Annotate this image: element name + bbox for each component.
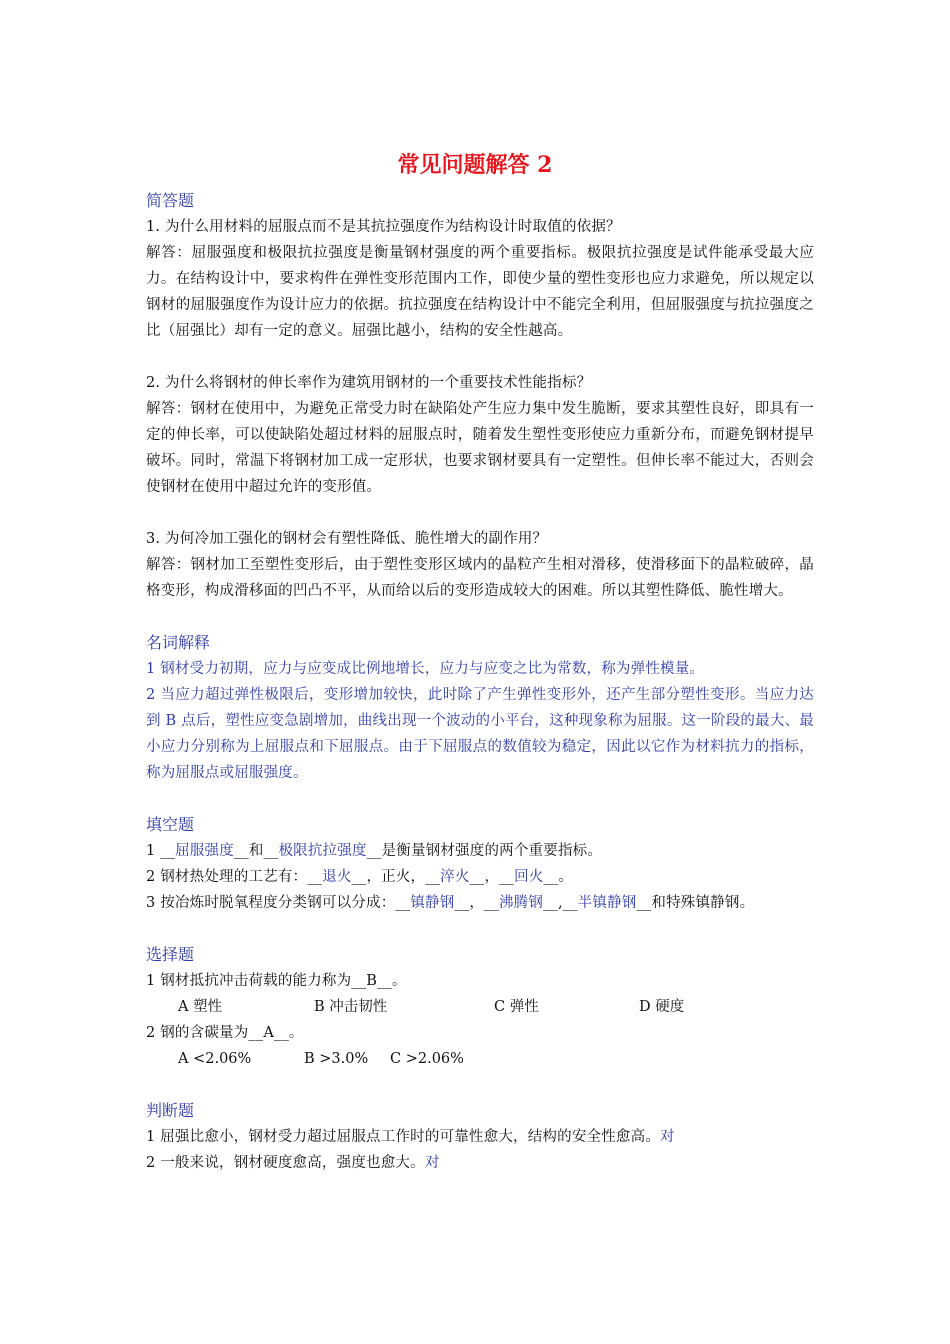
answer-1: 解答：屈服强度和极限抗拉强度是衡量钢材强度的两个重要指标。极限抗拉强度是试件能承受最大应力。在结构设计中，要求构件在弹性变形范围内工作，即使少量的塑性变形也应力求避免，所以规定以钢材的屈服强度作为设计应力的依据。抗拉强度在结构设计中不能完全利用，但屈服强度与抗拉强度之比（屈强比）却有一定的意义。屈强比越小，结构的安全性越高。: [146, 245, 814, 339]
judge-2-answer: 对: [424, 1155, 440, 1171]
fill-3: [146, 890, 814, 916]
judge-1-text: 1 屈强比愈小，钢材受力超过屈服点工作时的可靠性愈大，结构的安全性愈高。: [146, 1129, 661, 1145]
question-3: 3. 为何冷加工强化的钢材会有塑性降低、脆性增大的副作用？: [146, 531, 548, 547]
fill-2-answer-b: 淬火: [440, 869, 470, 885]
page-title: 常见问题解答 2: [397, 152, 553, 178]
fill-2-post: __。: [543, 869, 574, 885]
fill-3-post: __和特殊镇静钢。: [636, 895, 755, 911]
section-heading-fill: 填空题: [146, 815, 195, 834]
fill-3-mid-2: __,__: [543, 895, 578, 911]
choice-1-option-c: C 弹性: [494, 999, 539, 1015]
judge-2: [146, 1150, 814, 1176]
choice-2-option-c: C >2.06%: [390, 1051, 464, 1067]
fill-1: [146, 838, 814, 864]
choice-2: 2 钢的含碳量为__A__。: [146, 1025, 304, 1041]
fill-3-pre: 3 按冶炼时脱氧程度分类钢可以分成：__: [146, 895, 411, 911]
fill-2-answer-a: 退火: [322, 869, 352, 885]
fill-3-answer-c: 半镇静钢: [577, 895, 637, 911]
content: [146, 188, 814, 1176]
question-2: 2. 为什么将钢材的伸长率作为建筑用钢材的一个重要技术性能指标？: [146, 375, 592, 391]
question-1: 1. 为什么用材料的屈服点而不是其抗拉强度作为结构设计时取值的依据？: [146, 219, 621, 235]
fill-1-post: __是衡量钢材强度的两个重要指标。: [366, 843, 603, 859]
choice-2-option-b: B >3.0%: [304, 1051, 369, 1067]
fill-2: [146, 864, 814, 890]
choice-1-option-a: A 塑性: [178, 999, 223, 1015]
section-heading-terms: 名词解释: [146, 633, 211, 652]
judge-2-text: 2 一般来说，钢材硬度愈高，强度也愈大。: [146, 1155, 425, 1171]
fill-3-answer-a: 镇静钢: [410, 895, 455, 911]
fill-3-mid-1: __，__: [454, 895, 499, 911]
choice-2-option-a: A <2.06%: [178, 1051, 252, 1067]
fill-2-answer-c: 回火: [514, 869, 544, 885]
section-heading-judge: 判断题: [146, 1101, 195, 1120]
answer-2: 解答：钢材在使用中，为避免正常受力时在缺陷处产生应力集中发生脆断，要求其塑性良好，即具有一定的伸长率，可以使缺陷处超过材料的屈服点时，随着发生塑性变形使应力重新分布，而避免钢材提早破坏。同时，常温下将钢材加工成一定形状，也要求钢材要具有一定塑性。但伸长率不能过大，否则会使钢材在使用中超过允许的变形值。: [146, 401, 814, 495]
section-heading-choice: 选择题: [146, 945, 195, 964]
fill-1-pre: 1 __: [146, 843, 176, 859]
choice-1: 1 钢材抵抗冲击荷载的能力称为__B__。: [146, 973, 407, 989]
choice-1-option-d: D 硬度: [639, 999, 685, 1015]
fill-1-answer-b: 极限抗拉强度: [278, 843, 367, 859]
judge-1-answer: 对: [660, 1129, 675, 1145]
fill-3-answer-b: 沸腾钢: [498, 895, 544, 911]
answer-3: 解答：钢材加工至塑性变形后，由于塑性变形区域内的晶粒产生相对滑移，使滑移面下的晶粒破碎，晶格变形，构成滑移面的凹凸不平，从而给以后的变形造成较大的困难。所以其塑性降低、脆性增大。: [146, 557, 814, 599]
choice-2-options: [146, 1046, 814, 1072]
fill-1-answer-a: 屈服强度: [175, 843, 234, 859]
fill-2-pre: 2 钢材热处理的工艺有：__: [146, 869, 323, 885]
section-heading-short-answer: 简答题: [146, 191, 195, 210]
choice-1-options: [146, 994, 814, 1020]
judge-1: [146, 1124, 814, 1150]
term-1: 1 钢材受力初期，应力与应变成比例地增长，应力与应变之比为常数，称为弹性模量。: [146, 661, 705, 677]
term-2: 2 当应力超过弹性极限后，变形增加较快，此时除了产生弹性变形外，还产生部分塑性变形。当应力达到 B 点后，塑性应变急剧增加，曲线出现一个波动的小平台，这种现象称为屈服。这一阶段的最大、最小应力分别称为上屈服点和下屈服点。由于下屈服点的数值较为稳定，因此以它作为材料抗力的指标，称为屈服点或屈服强度。: [146, 687, 814, 781]
fill-1-mid: __和__: [233, 843, 279, 859]
fill-2-mid-1: __，正火，__: [351, 869, 441, 885]
choice-1-option-b: B 冲击韧性: [314, 999, 388, 1015]
fill-2-mid-2: __，__: [469, 869, 515, 885]
